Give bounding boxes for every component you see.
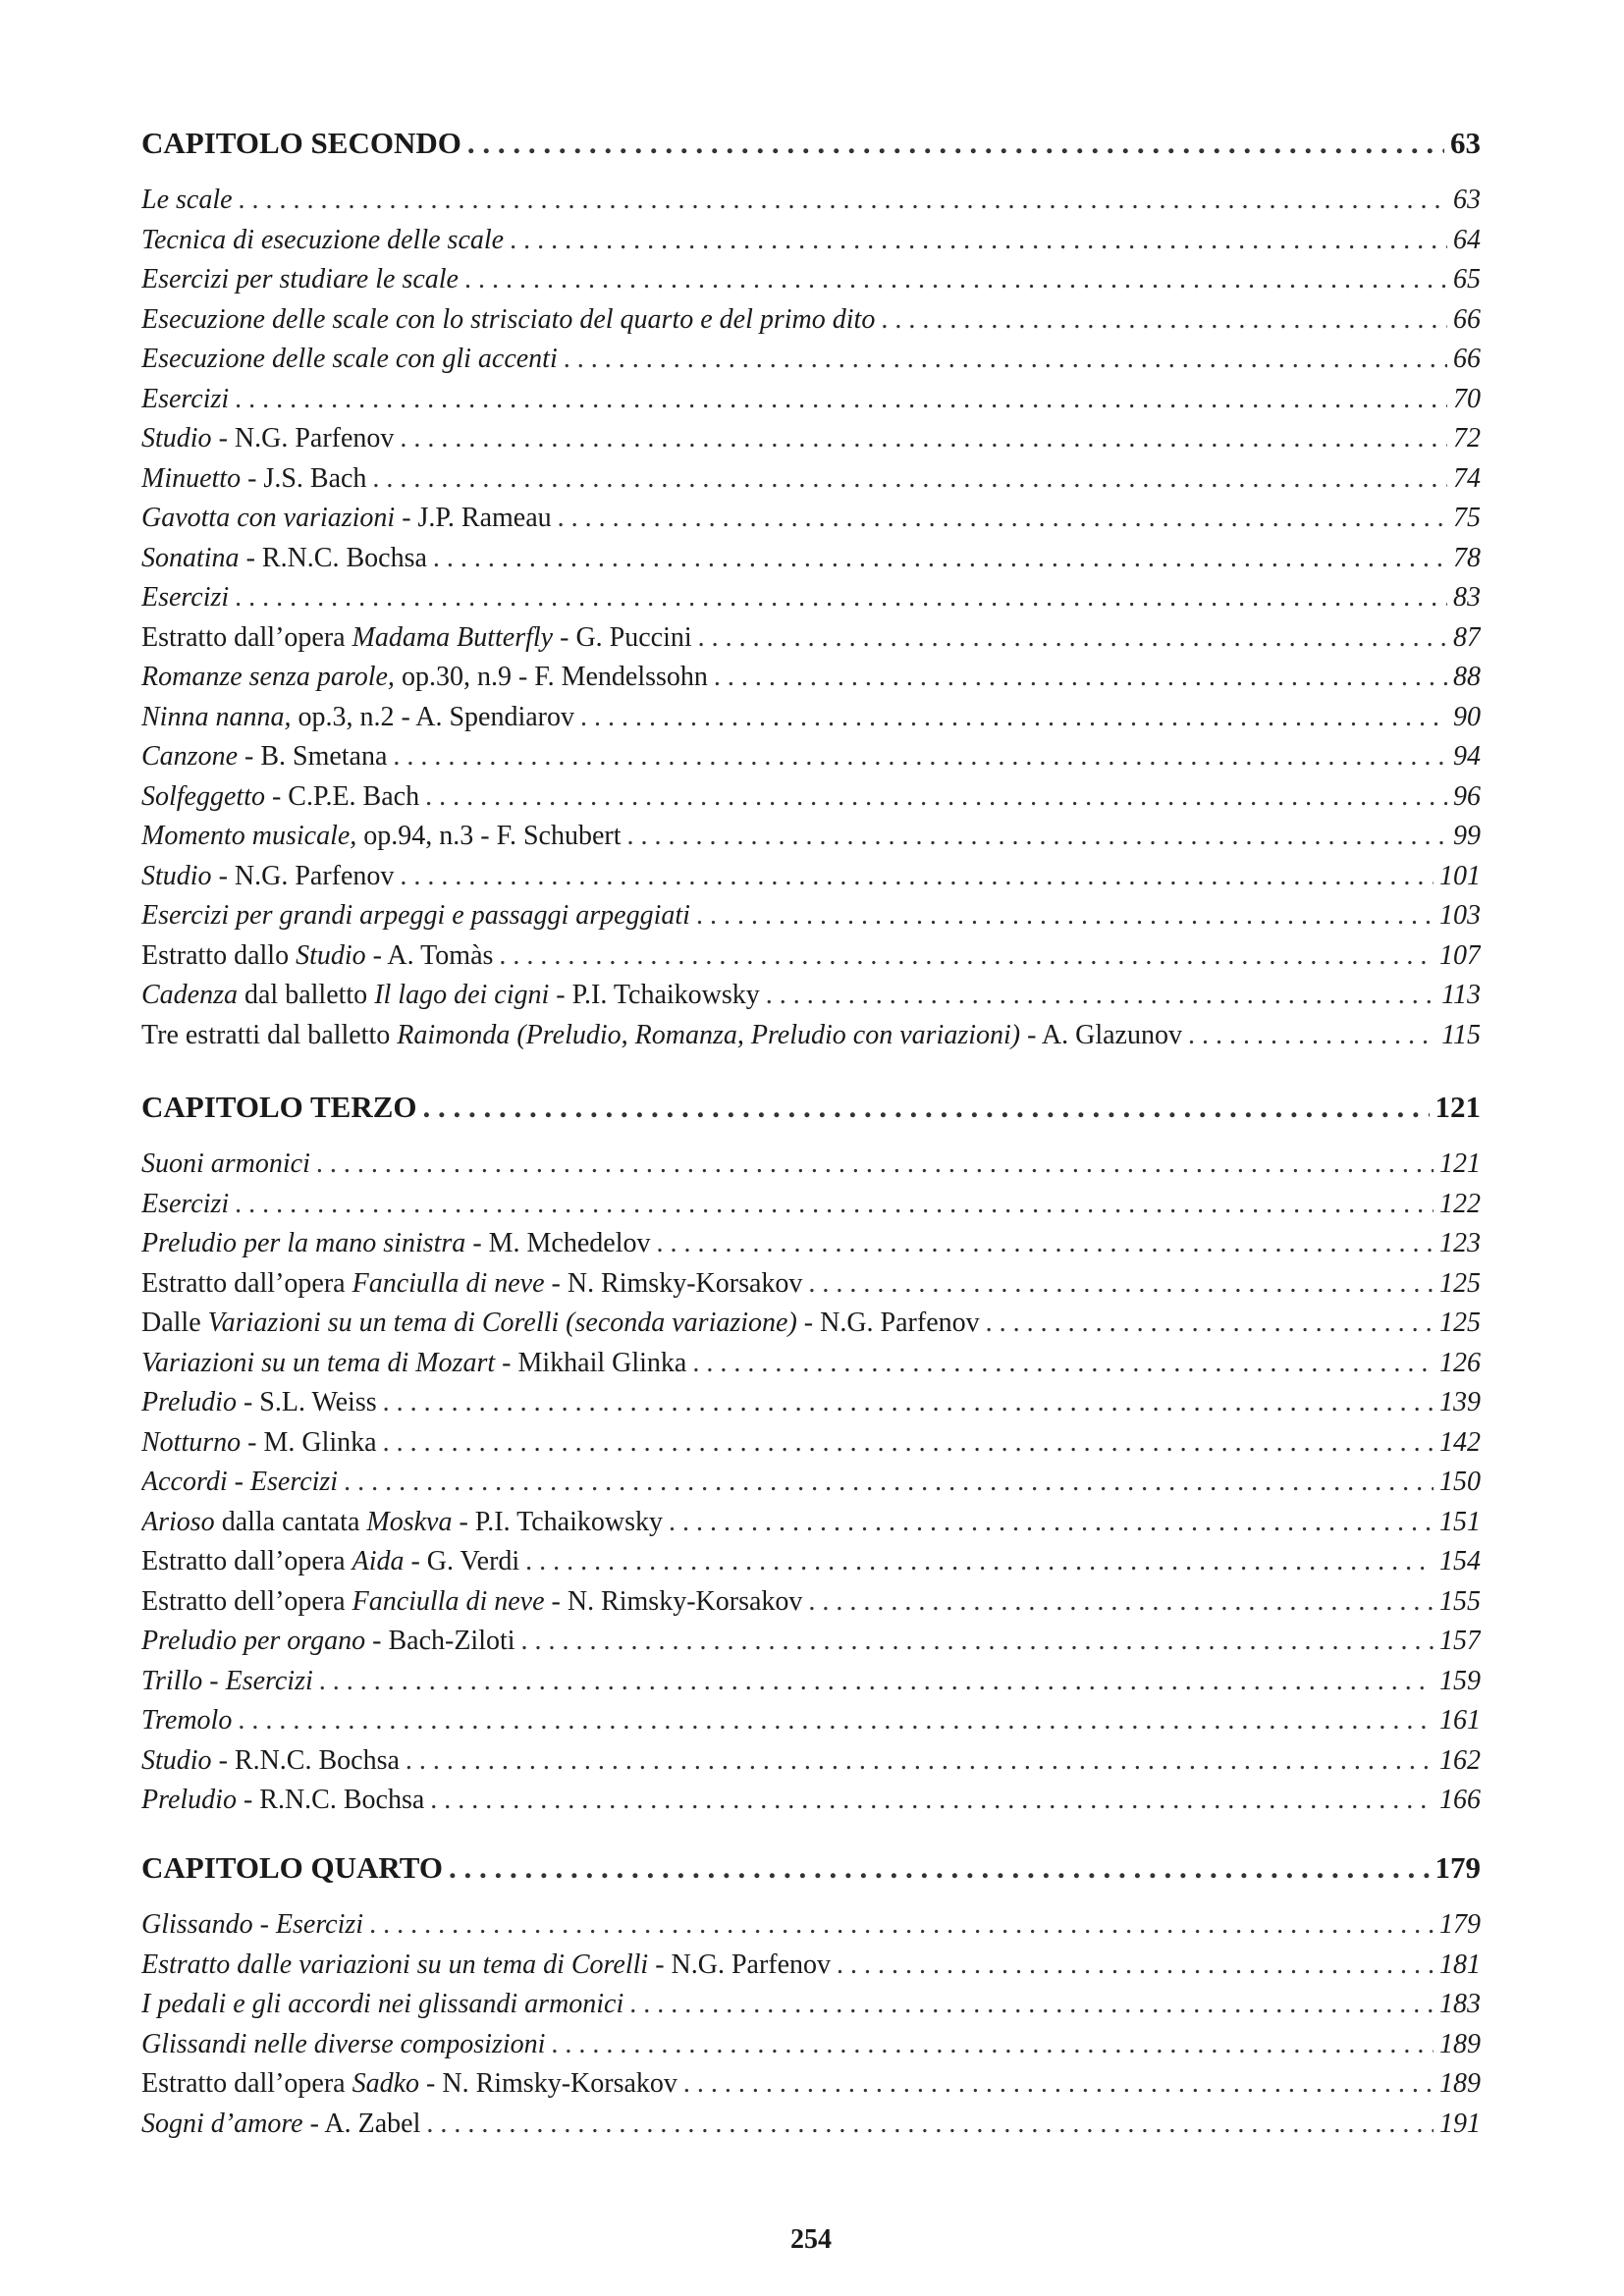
dot-leader bbox=[692, 1348, 1434, 1379]
entry-title-part: - J.S. Bach bbox=[241, 462, 367, 494]
chapter-section bbox=[141, 126, 1481, 1059]
toc-entry bbox=[141, 1189, 1481, 1229]
entry-title-part: - Mikhail Glinka bbox=[495, 1347, 687, 1378]
entry-title-part: Studio bbox=[141, 423, 212, 454]
toc-entry bbox=[141, 1148, 1481, 1189]
entry-title bbox=[141, 622, 692, 654]
entry-page-number: 166 bbox=[1439, 1785, 1481, 1815]
entry-title-part: Minuetto bbox=[141, 462, 242, 494]
entry-title-part: I pedali e gli accordi nei glissandi armonici bbox=[141, 1989, 624, 2019]
toc-entry bbox=[141, 1989, 1481, 2029]
entry-title-part: - A. Zabel bbox=[302, 2108, 421, 2139]
entry-title-part: Variazioni su un tema di Mozart bbox=[141, 1347, 496, 1378]
dot-leader bbox=[235, 384, 1447, 415]
toc-entry bbox=[141, 1745, 1481, 1786]
entry-title-part: - P.I. Tchaikowsky bbox=[452, 1506, 663, 1537]
entry-title-part: Notturno bbox=[141, 1426, 242, 1458]
entry-title-part: Studio bbox=[141, 860, 212, 891]
dot-leader bbox=[808, 1586, 1434, 1618]
entry-page-number: 107 bbox=[1439, 939, 1481, 971]
entry-title-part: Ninna nanna, bbox=[141, 701, 292, 732]
dot-leader bbox=[551, 2029, 1434, 2060]
entry-title-part: Estratto dalle variazioni su un tema di Corelli bbox=[141, 1949, 649, 1980]
toc-entry bbox=[141, 423, 1481, 463]
toc-entry bbox=[141, 741, 1481, 781]
toc-entry bbox=[141, 1546, 1481, 1586]
entry-page-number: 159 bbox=[1439, 1665, 1481, 1696]
dot-leader bbox=[372, 463, 1447, 495]
entry-title-part: Esecuzione delle scale con gli accenti bbox=[141, 344, 558, 374]
entry-title-part: Estratto dall’opera bbox=[141, 1546, 352, 1576]
dot-leader bbox=[696, 900, 1434, 932]
dot-leader bbox=[238, 1705, 1434, 1736]
dot-leader bbox=[344, 1467, 1434, 1498]
entry-title-part: Solfeggetto bbox=[141, 780, 265, 812]
entry-title-part: Raimonda (Preludio, Romanza, Preludio con variazioni) bbox=[397, 1019, 1021, 1050]
entry-title bbox=[141, 344, 558, 375]
toc-entry bbox=[141, 980, 1481, 1020]
dot-leader bbox=[400, 423, 1447, 454]
entry-title bbox=[141, 1586, 802, 1618]
entry-page-number: 139 bbox=[1439, 1387, 1481, 1417]
toc-entry bbox=[141, 543, 1481, 583]
entry-title-part: - N.G. Parfenov bbox=[648, 1949, 832, 1980]
dot-leader bbox=[766, 980, 1435, 1011]
entry-page-number: 101 bbox=[1439, 860, 1481, 891]
toc-entry bbox=[141, 861, 1481, 901]
toc-entry bbox=[141, 582, 1481, 622]
toc-entry bbox=[141, 1228, 1481, 1268]
entry-title bbox=[141, 1148, 310, 1180]
entry-title bbox=[141, 662, 708, 693]
entry-page-number: 150 bbox=[1439, 1467, 1481, 1497]
toc-entry bbox=[141, 1909, 1481, 1949]
chapter-page-number: 121 bbox=[1435, 1090, 1481, 1124]
entry-title bbox=[141, 702, 574, 733]
entry-title-part: Preludio bbox=[141, 1785, 237, 1815]
entry-title bbox=[141, 1949, 831, 1981]
entry-title bbox=[141, 423, 394, 454]
entry-title-part: - N. Rimsky-Korsakov bbox=[544, 1585, 803, 1617]
entry-title bbox=[141, 304, 875, 336]
toc-entry bbox=[141, 1467, 1481, 1507]
entry-title-part: Glissandi nelle diverse composizioni bbox=[141, 2028, 546, 2059]
entry-title bbox=[141, 225, 504, 256]
entry-title-part: - R.N.C. Bochsa bbox=[211, 1744, 400, 1776]
entry-page-number: 183 bbox=[1439, 1989, 1481, 2019]
toc-entry bbox=[141, 1507, 1481, 1547]
toc-entry bbox=[141, 702, 1481, 742]
entry-title-part: dalla cantata bbox=[214, 1506, 367, 1537]
entry-page-number: 94 bbox=[1453, 741, 1481, 772]
entry-title bbox=[141, 1626, 515, 1657]
chapter-heading bbox=[141, 1090, 1481, 1148]
toc-entry bbox=[141, 2109, 1481, 2149]
entry-title-part: Estratto dallo bbox=[141, 939, 297, 971]
entry-title-part: - M. Glinka bbox=[241, 1426, 377, 1458]
entry-title bbox=[141, 503, 552, 534]
toc-entry bbox=[141, 781, 1481, 822]
entry-page-number: 113 bbox=[1441, 980, 1481, 1010]
entry-title-part: Estratto dall’opera bbox=[141, 2068, 352, 2099]
entry-title-part: Suoni armonici bbox=[141, 1148, 310, 1179]
chapter-title: CAPITOLO SECONDO bbox=[141, 126, 461, 160]
dot-leader bbox=[423, 1090, 1430, 1125]
dot-leader bbox=[837, 1949, 1434, 1981]
dot-leader bbox=[629, 1989, 1434, 2020]
entry-page-number: 189 bbox=[1439, 2068, 1481, 2099]
entry-title bbox=[141, 2068, 677, 2100]
entry-title-part: - Bach-Ziloti bbox=[365, 1626, 515, 1656]
entry-title-part: Arioso bbox=[141, 1506, 215, 1537]
entry-title-part: - A. Glazunov bbox=[1020, 1019, 1182, 1050]
entry-page-number: 154 bbox=[1439, 1546, 1481, 1576]
entry-title bbox=[141, 1268, 802, 1300]
entry-page-number: 142 bbox=[1439, 1426, 1481, 1458]
entry-title bbox=[141, 384, 229, 415]
toc-entry bbox=[141, 622, 1481, 663]
toc-entry bbox=[141, 940, 1481, 981]
entry-title bbox=[141, 1228, 651, 1259]
toc-entry bbox=[141, 1785, 1481, 1825]
entry-title-part: Esercizi per grandi arpeggi e passaggi arpeggiati bbox=[141, 900, 690, 931]
toc-entry bbox=[141, 344, 1481, 384]
dot-leader bbox=[808, 1268, 1434, 1300]
entry-title-part: Estratto dall’opera bbox=[141, 1267, 352, 1299]
entry-page-number: 157 bbox=[1439, 1626, 1481, 1656]
entry-title-part: Fanciulla di neve bbox=[352, 1585, 545, 1617]
entry-title bbox=[141, 861, 394, 892]
entry-title bbox=[141, 1546, 519, 1577]
entry-title-part: Trillo - Esercizi bbox=[141, 1665, 313, 1696]
toc-entry bbox=[141, 1268, 1481, 1308]
entry-page-number: 96 bbox=[1453, 780, 1481, 812]
entry-page-number: 125 bbox=[1439, 1267, 1481, 1299]
entry-page-number: 66 bbox=[1453, 344, 1481, 374]
entry-title-part: Sonatina bbox=[141, 542, 240, 573]
entry-title-part: Glissando - Esercizi bbox=[141, 1909, 364, 1940]
entry-title-part: op.3, n.2 - A. Spendiarov bbox=[291, 701, 574, 732]
entry-title-part: Gavotta con variazioni bbox=[141, 503, 396, 533]
chapter-title: CAPITOLO TERZO bbox=[141, 1090, 417, 1124]
entry-title-part: - B. Smetana bbox=[238, 741, 388, 772]
entry-page-number: 65 bbox=[1453, 264, 1481, 294]
dot-leader bbox=[580, 702, 1447, 733]
entry-page-number: 122 bbox=[1439, 1188, 1481, 1219]
entry-title-part: - N.G. Parfenov bbox=[211, 423, 395, 454]
entry-page-number: 191 bbox=[1439, 2108, 1481, 2139]
entry-title-part: Tremolo bbox=[141, 1705, 233, 1735]
entry-title bbox=[141, 1785, 424, 1816]
entry-title-part: Canzone bbox=[141, 741, 238, 772]
toc-entry bbox=[141, 503, 1481, 543]
dot-leader bbox=[316, 1148, 1434, 1180]
entry-title-part: Estratto dall’opera bbox=[141, 621, 352, 653]
dot-leader bbox=[430, 1785, 1434, 1816]
toc-entry bbox=[141, 264, 1481, 304]
entry-page-number: 64 bbox=[1453, 224, 1481, 255]
entry-title-part: Cadenza bbox=[141, 980, 238, 1010]
toc-entry bbox=[141, 225, 1481, 265]
chapter-title: CAPITOLO QUARTO bbox=[141, 1850, 443, 1885]
entry-title-part: Esercizi bbox=[141, 582, 230, 613]
entry-page-number: 63 bbox=[1453, 185, 1481, 215]
entry-title bbox=[141, 463, 366, 495]
chapter-heading bbox=[141, 126, 1481, 185]
entry-title-part: Sogni d’amore bbox=[141, 2108, 303, 2139]
entry-title-part: Sadko bbox=[352, 2068, 420, 2099]
toc-entry bbox=[141, 384, 1481, 424]
dot-leader bbox=[369, 1909, 1434, 1941]
entry-title bbox=[141, 185, 233, 216]
dot-leader bbox=[525, 1546, 1434, 1577]
entry-title-part: Il lago dei cigni bbox=[374, 980, 550, 1010]
dot-leader bbox=[881, 304, 1447, 336]
entry-title-part: dal balletto bbox=[238, 980, 375, 1010]
entry-title-part: - S.L. Weiss bbox=[236, 1387, 377, 1417]
entry-title-part: - N.G. Parfenov bbox=[211, 860, 395, 891]
dot-leader bbox=[521, 1626, 1434, 1657]
entry-title-part: Momento musicale, bbox=[141, 821, 357, 851]
entry-title bbox=[141, 980, 760, 1011]
entry-title bbox=[141, 264, 459, 295]
toc-entry bbox=[141, 1666, 1481, 1706]
entry-title bbox=[141, 1308, 980, 1339]
chapter-heading bbox=[141, 1850, 1481, 1909]
entry-title bbox=[141, 1507, 663, 1538]
dot-leader bbox=[467, 126, 1444, 161]
toc-entry bbox=[141, 1705, 1481, 1745]
entry-title-part: - G. Verdi bbox=[404, 1546, 520, 1576]
entry-title bbox=[141, 1467, 338, 1498]
dot-leader bbox=[657, 1228, 1435, 1259]
entry-page-number: 87 bbox=[1453, 621, 1481, 653]
toc-entry bbox=[141, 2068, 1481, 2109]
entry-title bbox=[141, 2109, 420, 2140]
entry-page-number: 66 bbox=[1453, 303, 1481, 335]
entry-title-part: - G. Puccini bbox=[553, 621, 692, 653]
entry-title-part: Esercizi per studiare le scale bbox=[141, 264, 459, 294]
entry-title bbox=[141, 900, 690, 932]
entry-title-part: Tre estratti dal balletto bbox=[141, 1019, 398, 1050]
dot-leader bbox=[499, 940, 1434, 972]
dot-leader bbox=[449, 1850, 1430, 1886]
entry-page-number: 162 bbox=[1439, 1744, 1481, 1776]
entry-page-number: 115 bbox=[1441, 1019, 1481, 1050]
toc-entry bbox=[141, 821, 1481, 861]
dot-leader bbox=[400, 861, 1434, 892]
entry-page-number: 179 bbox=[1439, 1909, 1481, 1940]
toc-entry bbox=[141, 1387, 1481, 1427]
entry-page-number: 181 bbox=[1439, 1949, 1481, 1980]
entry-title-part: op.30, n.9 - F. Mendelssohn bbox=[394, 662, 708, 692]
entry-title-part: - R.N.C. Bochsa bbox=[239, 542, 427, 573]
entry-page-number: 78 bbox=[1453, 542, 1481, 573]
entry-title bbox=[141, 1989, 623, 2020]
entry-title-part: - N. Rimsky-Korsakov bbox=[544, 1267, 803, 1299]
entry-title-part: Le scale bbox=[141, 185, 233, 215]
entry-title-part: Dalle bbox=[141, 1308, 208, 1338]
entry-title-part: - J.P. Rameau bbox=[395, 503, 552, 533]
dot-leader bbox=[1188, 1020, 1435, 1051]
toc-entry bbox=[141, 304, 1481, 345]
entry-title-part: Esecuzione delle scale con lo strisciato del quarto e del primo dito bbox=[141, 303, 876, 335]
entry-title bbox=[141, 1189, 229, 1220]
entry-title-part: Aida bbox=[352, 1546, 405, 1576]
entry-title bbox=[141, 1348, 686, 1379]
entry-title bbox=[141, 543, 427, 574]
dot-leader bbox=[433, 543, 1447, 574]
entry-page-number: 90 bbox=[1453, 701, 1481, 732]
toc-entry bbox=[141, 1949, 1481, 1990]
entry-title-part: Preludio bbox=[141, 1387, 237, 1417]
entry-title-part: - A. Tomàs bbox=[365, 939, 494, 971]
toc-entry bbox=[141, 463, 1481, 504]
entry-title bbox=[141, 1387, 377, 1418]
entry-title-part: - N.G. Parfenov bbox=[796, 1308, 980, 1338]
entry-page-number: 83 bbox=[1453, 582, 1481, 613]
entry-title-part: Estratto dell’opera bbox=[141, 1585, 352, 1617]
entry-title-part: - C.P.E. Bach bbox=[264, 780, 420, 812]
entry-title-part: Tecnica di esecuzione delle scale bbox=[141, 224, 505, 255]
entry-title bbox=[141, 821, 621, 852]
dot-leader bbox=[683, 2068, 1434, 2100]
dot-leader bbox=[510, 225, 1447, 256]
toc-entry bbox=[141, 1308, 1481, 1348]
dot-leader bbox=[669, 1507, 1434, 1538]
dot-leader bbox=[383, 1387, 1434, 1418]
entry-title bbox=[141, 781, 419, 813]
entry-page-number: 75 bbox=[1453, 503, 1481, 533]
entry-title-part: Studio bbox=[141, 1744, 212, 1776]
dot-leader bbox=[558, 503, 1447, 534]
entry-page-number: 103 bbox=[1439, 900, 1481, 931]
page-number: 254 bbox=[790, 2224, 832, 2255]
dot-leader bbox=[464, 264, 1447, 295]
entry-title-part: Preludio per la mano sinistra bbox=[141, 1228, 466, 1258]
entry-title bbox=[141, 741, 387, 773]
toc-entry bbox=[141, 1348, 1481, 1388]
entry-page-number: 70 bbox=[1453, 383, 1481, 414]
entry-title-part: Esercizi bbox=[141, 383, 230, 414]
entry-title bbox=[141, 2029, 545, 2060]
entry-title-part: - R.N.C. Bochsa bbox=[236, 1785, 425, 1815]
dot-leader bbox=[714, 662, 1447, 693]
entry-title bbox=[141, 1705, 232, 1736]
dot-leader bbox=[406, 1745, 1434, 1777]
entry-page-number: 189 bbox=[1439, 2028, 1481, 2059]
dot-leader bbox=[239, 185, 1447, 216]
toc-entry bbox=[141, 1586, 1481, 1627]
entry-page-number: 72 bbox=[1453, 423, 1481, 454]
toc-entry bbox=[141, 1427, 1481, 1468]
dot-leader bbox=[426, 2109, 1434, 2140]
dot-leader bbox=[383, 1427, 1434, 1459]
entry-title-part: Variazioni su un tema di Corelli (seconda variazione) bbox=[207, 1308, 797, 1338]
dot-leader bbox=[393, 741, 1447, 773]
entry-page-number: 161 bbox=[1439, 1705, 1481, 1735]
entry-title-part: op.94, n.3 - F. Schubert bbox=[356, 821, 622, 851]
entry-title bbox=[141, 582, 229, 614]
entry-title bbox=[141, 940, 493, 972]
dot-leader bbox=[986, 1308, 1434, 1339]
dot-leader bbox=[235, 582, 1447, 614]
entry-title-part: Esercizi bbox=[141, 1188, 230, 1219]
entry-page-number: 74 bbox=[1453, 462, 1481, 494]
toc-entry bbox=[141, 2029, 1481, 2069]
entry-title bbox=[141, 1909, 363, 1941]
toc-entry bbox=[141, 185, 1481, 225]
entry-title-part: Moskva bbox=[366, 1506, 453, 1537]
entry-page-number: 123 bbox=[1439, 1228, 1481, 1258]
dot-leader bbox=[564, 344, 1447, 375]
entry-page-number: 151 bbox=[1439, 1506, 1481, 1537]
entry-title-part: Studio bbox=[296, 939, 366, 971]
entry-title bbox=[141, 1745, 400, 1777]
toc-entry bbox=[141, 662, 1481, 702]
entry-title bbox=[141, 1020, 1182, 1051]
dot-leader bbox=[425, 781, 1447, 813]
entry-title-part: Fanciulla di neve bbox=[352, 1267, 545, 1299]
entry-title-part: Madama Butterfly bbox=[352, 621, 554, 653]
entry-title bbox=[141, 1427, 377, 1459]
toc-entry bbox=[141, 1626, 1481, 1666]
entry-title bbox=[141, 1666, 313, 1697]
entry-page-number: 99 bbox=[1453, 821, 1481, 851]
entry-title-part: - N. Rimsky-Korsakov bbox=[419, 2068, 677, 2099]
entry-page-number: 126 bbox=[1439, 1347, 1481, 1378]
dot-leader bbox=[235, 1189, 1434, 1220]
entry-title-part: Accordi - Esercizi bbox=[141, 1467, 339, 1497]
chapter-page-number: 63 bbox=[1450, 126, 1481, 160]
entry-page-number: 121 bbox=[1439, 1148, 1481, 1179]
entry-title-part: - P.I. Tchaikowsky bbox=[549, 980, 760, 1010]
entry-title-part: Romanze senza parole, bbox=[141, 662, 395, 692]
dot-leader bbox=[319, 1666, 1434, 1697]
chapter-section bbox=[141, 1090, 1481, 1825]
toc-page bbox=[141, 0, 1481, 2296]
entry-page-number: 125 bbox=[1439, 1308, 1481, 1338]
chapter-section bbox=[141, 1850, 1481, 2148]
entry-title-part: Preludio per organo bbox=[141, 1626, 366, 1656]
entry-page-number: 155 bbox=[1439, 1585, 1481, 1617]
entry-title-part: - M. Mchedelov bbox=[465, 1228, 651, 1258]
dot-leader bbox=[698, 622, 1447, 654]
dot-leader bbox=[626, 821, 1447, 852]
entry-page-number: 88 bbox=[1453, 662, 1481, 692]
toc-entry bbox=[141, 900, 1481, 940]
chapter-page-number: 179 bbox=[1435, 1850, 1481, 1885]
toc-entry bbox=[141, 1020, 1481, 1060]
